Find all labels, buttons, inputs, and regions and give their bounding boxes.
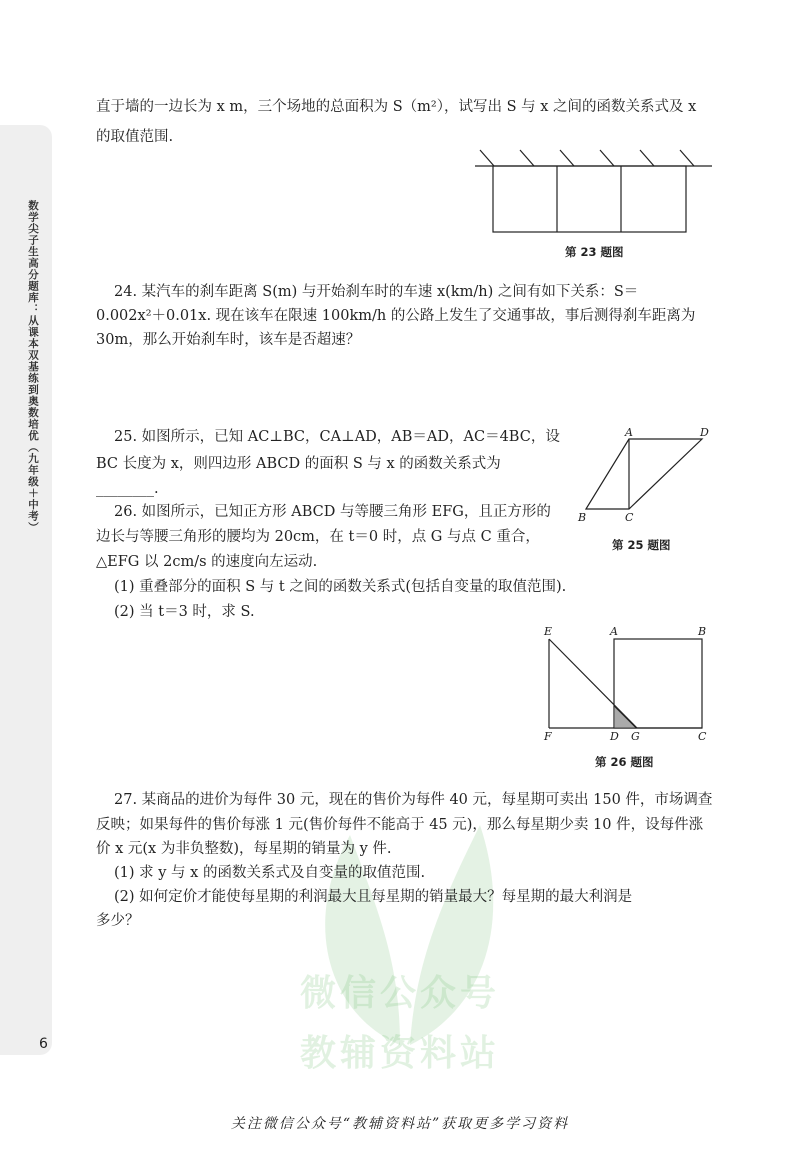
figure-23-caption: 第 23 题图 [565, 245, 624, 259]
overlap-shaded-region [614, 706, 636, 728]
problem-26-part-1: (1) 重叠部分的面积 S 与 t 之间的函数关系式(包括自变量的取值范围). [114, 579, 567, 595]
problem-25-line-1: 25. 如图所示，已知 AC⊥BC，CA⊥AD，AB＝AD，AC＝4BC，设 [114, 429, 560, 445]
page-number: 6 [39, 1036, 48, 1052]
fig26-label-b: B [698, 625, 707, 638]
fig25-label-d: D [700, 426, 709, 439]
problem-24-line-2: 0.002x²＋0.01x. 现在该车在限速 100km/h 的公路上发生了交通事故，事后测得刹车距离为 [96, 308, 696, 324]
problem-26-line-3: △EFG 以 2cm/s 的速度向左运动. [96, 554, 318, 570]
figure-25-caption: 第 25 题图 [612, 538, 671, 552]
fig26-label-d: D [610, 730, 619, 743]
problem-27-part-2: (2) 如何定价才能使每星期的利润最大且每星期的销量最大？每星期的最大利润是 [114, 889, 633, 905]
problem-27-part-2-cont: 多少？ [96, 913, 140, 929]
problem-23-line-1: 直于墙的一边长为 x m，三个场地的总面积为 S（m²），试写出 S 与 x 之间的函数关系式及 x [96, 99, 697, 115]
problem-25-line-3: ________. [96, 481, 159, 497]
watermark-line-2: 教辅资料站 [300, 1033, 501, 1074]
fig25-label-b: B [578, 511, 587, 524]
figure-23 [470, 140, 720, 240]
fig26-label-e: E [544, 625, 553, 638]
problem-24-line-3: 30m，那么开始刹车时，该车是否超速？ [96, 332, 361, 348]
problem-26-part-2: (2) 当 t＝3 时，求 S. [114, 604, 255, 620]
fig25-label-c: C [625, 511, 634, 524]
problem-24-line-1: 24. 某汽车的刹车距离 S(m) 与开始刹车时的车速 x(km/h) 之间有如下关系：S＝ [114, 284, 639, 300]
problem-27-line-1: 27. 某商品的进价为每件 30 元，现在的售价为每件 40 元，每星期可卖出 150 件，市场调查 [114, 792, 713, 808]
book-title-vertical: 数学尖子生高分题库：从课本双基练到奥数培优（九年级＋中考） [27, 200, 39, 534]
problem-27-line-3: 价 x 元(x 为非负整数)，每星期的销量为 y 件. [96, 841, 392, 857]
fig26-label-g: G [631, 730, 640, 743]
fig25-label-a: A [625, 426, 633, 439]
figure-26 [535, 622, 715, 747]
problem-23-line-2: 的取值范围. [96, 129, 174, 145]
figure-26-caption: 第 26 题图 [595, 755, 654, 769]
problem-25-line-2: BC 长度为 x，则四边形 ABCD 的面积 S 与 x 的函数关系式为 [96, 456, 501, 472]
problem-26-line-1: 26. 如图所示，已知正方形 ABCD 与等腰三角形 EFG，且正方形的 [114, 504, 551, 520]
fig26-label-f: F [544, 730, 552, 743]
problem-26-line-2: 边长与等腰三角形的腰均为 20cm，在 t＝0 时，点 G 与点 C 重合， [96, 529, 540, 545]
figure-25 [570, 425, 720, 530]
fig26-label-a: A [610, 625, 618, 638]
watermark-line-1: 微信公众号 [300, 973, 501, 1014]
problem-27-line-2: 反映；如果每件的售价每涨 1 元(售价每件不能高于 45 元)，那么每星期少卖 10 件，设每件涨 [96, 817, 704, 833]
problem-27-part-1: (1) 求 y 与 x 的函数关系式及自变量的取值范围. [114, 865, 426, 881]
footer-note: 关注微信公众号“教辅资料站”获取更多学习资料 [230, 1116, 570, 1132]
fig26-label-c: C [698, 730, 707, 743]
